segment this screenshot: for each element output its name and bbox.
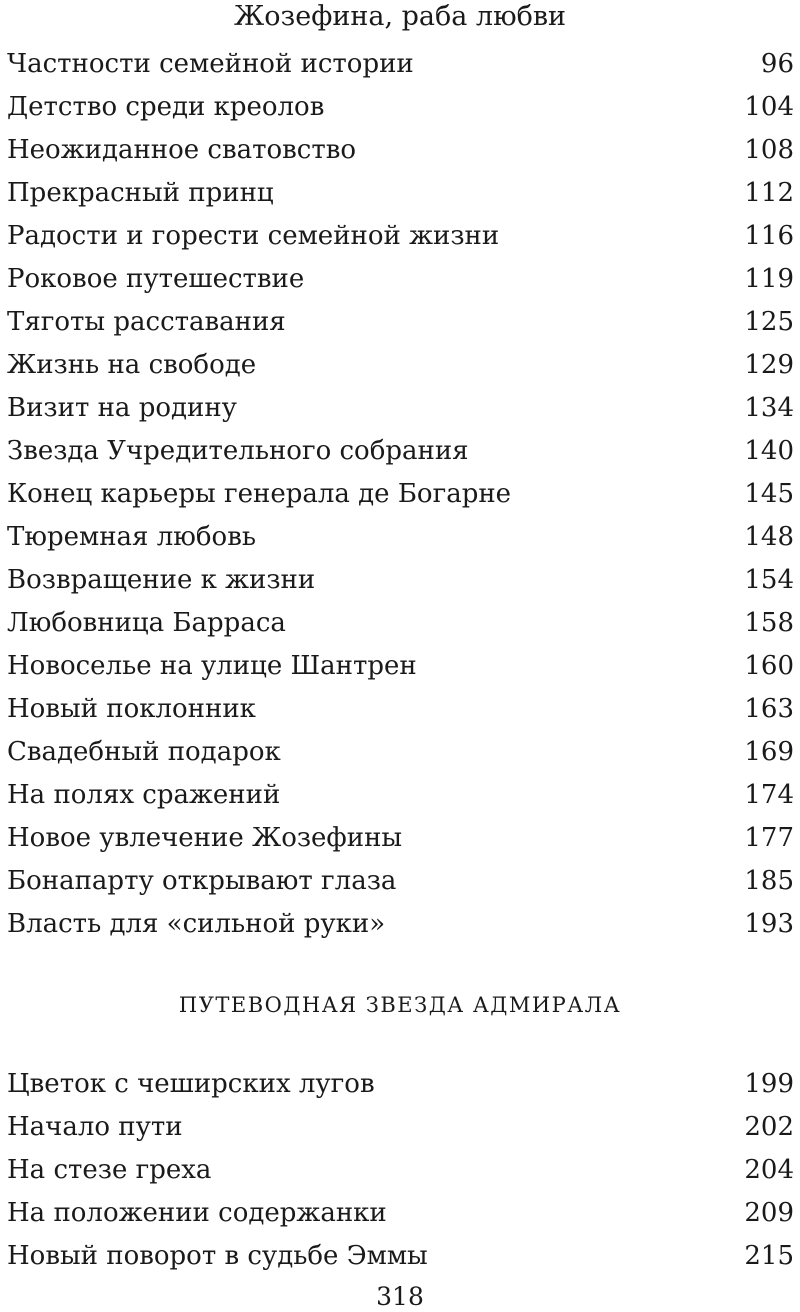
toc-entry[interactable] (7, 902, 794, 945)
toc-entry[interactable] (7, 558, 794, 601)
toc-entry[interactable] (7, 601, 794, 644)
toc-entry-page: 169 (744, 737, 794, 767)
dot-leader (288, 776, 738, 806)
toc-entry-title: Жизнь на свободе (7, 350, 257, 380)
dot-leader (264, 518, 738, 548)
toc-entry-page: 209 (744, 1198, 794, 1228)
toc-entry[interactable] (7, 1105, 794, 1148)
toc-list-admiral (7, 1062, 794, 1277)
toc-entry[interactable] (7, 515, 794, 558)
toc-entry[interactable] (7, 1191, 794, 1234)
toc-entry[interactable] (7, 644, 794, 687)
toc-entry-title: Новое увлечение Жозефины (7, 823, 403, 853)
toc-entry-title: Новоселье на улице Шантрен (7, 651, 417, 681)
dot-leader (477, 432, 739, 462)
toc-entry[interactable] (7, 128, 794, 171)
toc-entry-page: 154 (744, 565, 794, 595)
toc-entry-title: Любовница Барраса (7, 608, 286, 638)
dot-leader (507, 217, 738, 247)
toc-entry[interactable] (7, 85, 794, 128)
page-title: Жозефина, раба любви (233, 1, 567, 32)
toc-entry-page: 163 (744, 694, 794, 724)
toc-entry-page: 134 (744, 393, 794, 423)
toc-entry-title: Роковое путешествие (7, 264, 305, 294)
toc-entry-title: Власть для «сильной руки» (7, 909, 386, 939)
toc-entry-page: 116 (744, 221, 794, 251)
section-heading: ПУТЕВОДНАЯ ЗВЕЗДА АДМИРАЛА (178, 993, 622, 1017)
dot-leader (282, 174, 739, 204)
toc-entry-page: 202 (744, 1112, 794, 1142)
toc-entry[interactable] (7, 429, 794, 472)
toc-entry-title: Звезда Учредительного собрания (7, 436, 469, 466)
toc-entry-title: Возвращение к жизни (7, 565, 316, 595)
toc-entry-page: 148 (744, 522, 794, 552)
toc-entry-page: 204 (744, 1155, 794, 1185)
toc-entry-page: 215 (744, 1241, 794, 1271)
toc-entry[interactable] (7, 386, 794, 429)
toc-entry-title: Прекрасный принц (7, 178, 274, 208)
toc-list-josephine (7, 42, 794, 945)
dot-leader (410, 819, 738, 849)
toc-entry-title: Конец карьеры генерала де Богарне (7, 479, 512, 509)
toc-entry-page: 158 (744, 608, 794, 638)
dot-leader (245, 389, 738, 419)
toc-entry-title: Радости и горести семейной жизни (7, 221, 500, 251)
dot-leader (191, 1108, 739, 1138)
toc-entry-title: На стезе греха (7, 1155, 212, 1185)
toc-entry[interactable] (7, 687, 794, 730)
toc-entry-title: Начало пути (7, 1112, 183, 1142)
toc-entry-title: Новый поворот в судьбе Эммы (7, 1241, 428, 1271)
toc-entry-page: 177 (744, 823, 794, 853)
dot-leader (404, 862, 738, 892)
toc-entry[interactable] (7, 257, 794, 300)
toc-entry[interactable] (7, 1234, 794, 1277)
dot-leader (294, 303, 739, 333)
toc-entry-page: 145 (744, 479, 794, 509)
toc-entry-title: Визит на родину (7, 393, 237, 423)
dot-leader (312, 260, 738, 290)
toc-entry[interactable] (7, 816, 794, 859)
toc-entry-page: 108 (744, 135, 794, 165)
dot-leader (264, 690, 738, 720)
toc-entry[interactable] (7, 472, 794, 515)
toc-entry-title: Свадебный подарок (7, 737, 281, 767)
dot-leader (393, 905, 738, 935)
dot-leader (519, 475, 738, 505)
toc-entry-page: 112 (744, 178, 794, 208)
dot-leader (264, 346, 738, 376)
toc-entry[interactable] (7, 343, 794, 386)
toc-entry-page: 104 (744, 92, 794, 122)
toc-entry-page: 125 (744, 307, 794, 337)
toc-entry[interactable] (7, 1062, 794, 1105)
toc-entry[interactable] (7, 300, 794, 343)
toc-entry-page: 185 (744, 866, 794, 896)
toc-entry-title: Бонапарту открывают глаза (7, 866, 397, 896)
dot-leader (425, 647, 739, 677)
toc-entry-page: 140 (744, 436, 794, 466)
dot-leader (395, 1194, 739, 1224)
toc-entry[interactable] (7, 1148, 794, 1191)
toc-entry-title: На положении содержанки (7, 1198, 387, 1228)
toc-entry[interactable] (7, 214, 794, 257)
toc-entry-page: 96 (760, 49, 794, 79)
page-number: 318 (376, 1282, 424, 1311)
dot-leader (323, 561, 738, 591)
toc-entry-title: Неожиданное сватовство (7, 135, 357, 165)
dot-leader (332, 88, 738, 118)
dot-leader (436, 1237, 739, 1267)
toc-entry-title: Частности семейной истории (7, 49, 414, 79)
toc-entry-page: 199 (744, 1069, 794, 1099)
toc-entry-title: Детство среди креолов (7, 92, 325, 122)
toc-entry-page: 160 (744, 651, 794, 681)
toc-entry[interactable] (7, 730, 794, 773)
toc-entry-page: 193 (744, 909, 794, 939)
toc-entry-page: 119 (744, 264, 794, 294)
toc-entry-title: На полях сражений (7, 780, 281, 810)
dot-leader (289, 733, 739, 763)
toc-entry[interactable] (7, 859, 794, 902)
toc-entry-title: Новый поклонник (7, 694, 256, 724)
toc-entry-page: 174 (744, 780, 794, 810)
toc-entry-page: 129 (744, 350, 794, 380)
toc-entry-title: Тюремная любовь (7, 522, 256, 552)
toc-entry-title: Цветок с чеширских лугов (7, 1069, 375, 1099)
dot-leader (422, 45, 755, 75)
dot-leader (364, 131, 738, 161)
toc-entry[interactable] (7, 171, 794, 214)
toc-entry-title: Тяготы расставания (7, 307, 286, 337)
dot-leader (383, 1065, 739, 1095)
toc-entry[interactable] (7, 773, 794, 816)
toc-entry[interactable] (7, 42, 794, 85)
dot-leader (294, 604, 738, 634)
dot-leader (219, 1151, 738, 1181)
